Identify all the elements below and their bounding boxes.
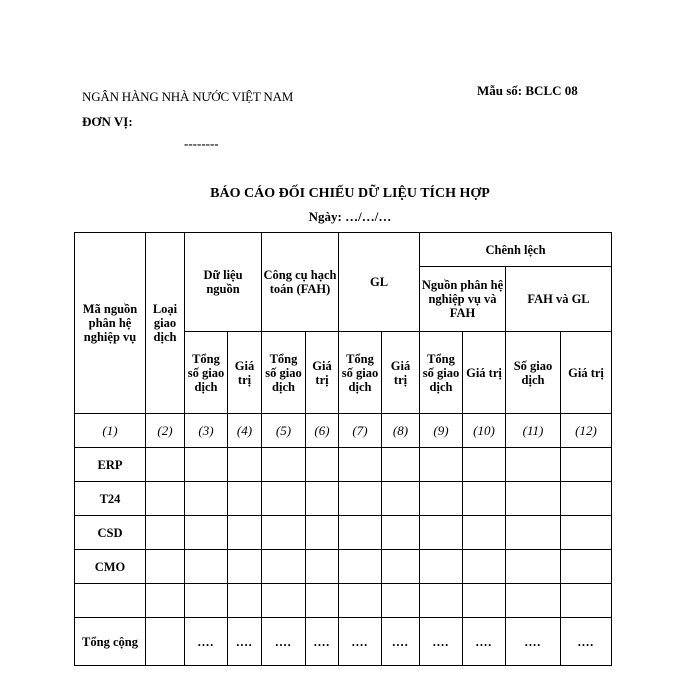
leaf-header: Giá trị bbox=[463, 332, 506, 414]
column-number: (4) bbox=[228, 414, 262, 448]
total-cell: .... bbox=[306, 618, 339, 666]
column-number: (6) bbox=[306, 414, 339, 448]
row-label: ERP bbox=[75, 448, 146, 482]
leaf-header: Giá trị bbox=[382, 332, 420, 414]
total-cell: .... bbox=[561, 618, 612, 666]
column-number: (12) bbox=[561, 414, 612, 448]
leaf-header: Giá trị bbox=[306, 332, 339, 414]
header-fah: Công cụ hạch toán (FAH) bbox=[262, 233, 339, 332]
column-number: (7) bbox=[339, 414, 382, 448]
column-number: (5) bbox=[262, 414, 306, 448]
total-cell: .... bbox=[382, 618, 420, 666]
report-date: Ngày: …/…/… bbox=[308, 209, 392, 224]
column-number: (2) bbox=[146, 414, 185, 448]
total-cell: .... bbox=[420, 618, 463, 666]
leaf-header: Giá trị bbox=[561, 332, 612, 414]
header-diff-source-fah: Nguồn phân hệ nghiệp vụ và FAH bbox=[420, 267, 506, 332]
row-label: CMO bbox=[75, 550, 146, 584]
separator-dashes: -------- bbox=[184, 136, 219, 151]
leaf-header: Tổng số giao dịch bbox=[185, 332, 228, 414]
header-row-1 bbox=[75, 233, 612, 267]
report-title: BÁO CÁO ĐỐI CHIẾU DỮ LIỆU TÍCH HỢP bbox=[210, 186, 490, 201]
table-row bbox=[75, 584, 612, 618]
row-label: T24 bbox=[75, 482, 146, 516]
total-cell: .... bbox=[262, 618, 306, 666]
total-label: Tổng cộng bbox=[75, 618, 146, 666]
column-number: (3) bbox=[185, 414, 228, 448]
column-number: (9) bbox=[420, 414, 463, 448]
reconciliation-table bbox=[74, 232, 612, 666]
leaf-header: Tổng số giao dịch bbox=[262, 332, 306, 414]
header-gl: GL bbox=[339, 233, 420, 332]
leaf-header: Số giao dịch bbox=[506, 332, 561, 414]
column-number: (1) bbox=[75, 414, 146, 448]
table-row bbox=[75, 516, 612, 550]
column-number: (11) bbox=[506, 414, 561, 448]
row-label bbox=[75, 584, 146, 618]
header-diff-fah-gl: FAH và GL bbox=[506, 267, 612, 332]
leaf-header: Giá trị bbox=[228, 332, 262, 414]
header-transaction-type: Loại giao dịch bbox=[146, 233, 185, 414]
column-number-row bbox=[75, 414, 612, 448]
total-cell: .... bbox=[228, 618, 262, 666]
table-row bbox=[75, 448, 612, 482]
total-cell: .... bbox=[339, 618, 382, 666]
column-number: (8) bbox=[382, 414, 420, 448]
form-number: Mẫu số: BCLC 08 bbox=[477, 83, 578, 98]
leaf-header: Tổng số giao dịch bbox=[339, 332, 382, 414]
total-cell: .... bbox=[185, 618, 228, 666]
row-label: CSD bbox=[75, 516, 146, 550]
table-row bbox=[75, 482, 612, 516]
total-cell: .... bbox=[463, 618, 506, 666]
total-cell: .... bbox=[506, 618, 561, 666]
header-source-data: Dữ liệu nguồn bbox=[185, 233, 262, 332]
header-difference: Chênh lệch bbox=[420, 233, 612, 267]
leaf-header: Tổng số giao dịch bbox=[420, 332, 463, 414]
table-row bbox=[75, 550, 612, 584]
unit-label: ĐƠN VỊ: bbox=[82, 114, 133, 129]
header-source-code: Mã nguồn phân hệ nghiệp vụ bbox=[75, 233, 146, 414]
organization-name: NGÂN HÀNG NHÀ NƯỚC VIỆT NAM bbox=[82, 89, 294, 104]
total-row bbox=[75, 618, 612, 666]
column-number: (10) bbox=[463, 414, 506, 448]
